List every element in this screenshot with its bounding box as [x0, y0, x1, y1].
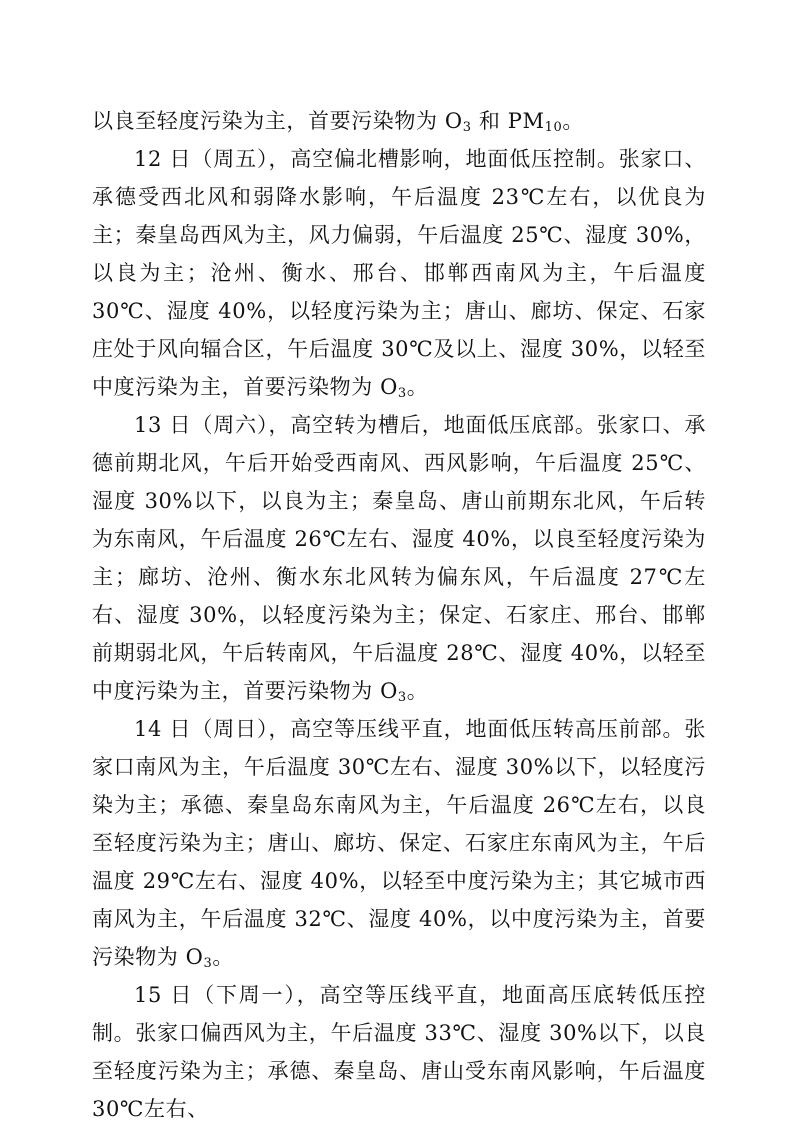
- paragraph-day-14: [92, 710, 706, 976]
- text-segment: 。: [562, 109, 584, 133]
- paragraph-day-15: [92, 976, 706, 1128]
- paragraph-pollution-summary: [92, 102, 706, 140]
- text-segment: 13 日（周六），高空转为槽后，地面低压底部。张家口、承德前期北风，午后开始受西南风、西风影响，午后温度 25℃、湿度 30%以下，以良为主；秦皇岛、唐山前期东北风，午后转为东南风，午后温度 26℃左右、湿度 40%，以良至轻度污染为主；廊坊、沧州、衡水东北风转为偏东风，午后温度 27℃左右、湿度 30%，以轻度污染为主；保定、石家庄、邢台、邯郸前期弱北风，午后转南风，午后温度 28℃、湿度 40%，以轻至中度污染为主，首要污染物为 O: [92, 413, 706, 703]
- text-segment: 。: [406, 679, 429, 703]
- text-segment: 。: [212, 945, 234, 969]
- paragraph-day-12: [92, 140, 706, 406]
- text-segment: 和 PM: [471, 109, 545, 133]
- text-segment: 以良至轻度污染为主，首要污染物为 O: [92, 109, 463, 133]
- subscript: 3: [397, 689, 407, 705]
- paragraph-day-13: [92, 406, 706, 710]
- subscript: 3: [397, 385, 407, 401]
- text-segment: 15 日（下周一），高空等压线平直，地面高压底转低压控制。张家口偏西风为主，午后温度 33℃、湿度 30%以下，以良至轻度污染为主；承德、秦皇岛、唐山受东南风影响，午后温度 30℃左右、: [92, 983, 706, 1121]
- subscript: 3: [203, 955, 213, 971]
- text-segment: 12 日（周五），高空偏北槽影响，地面低压控制。张家口、承德受西北风和弱降水影响，午后温度 23℃左右，以优良为主；秦皇岛西风为主，风力偏弱，午后温度 25℃、湿度 30%，以良为主；沧州、衡水、邢台、邯郸西南风为主，午后温度 30℃、湿度 40%，以轻度污染为主；唐山、廊坊、保定、石家庄处于风向辐合区，午后温度 30℃及以上、湿度 30%，以轻至中度污染为主，首要污染物为 O: [92, 147, 706, 399]
- text-segment: 。: [406, 375, 429, 399]
- text-segment: 14 日（周日），高空等压线平直，地面低压转高压前部。张家口南风为主，午后温度 30℃左右、湿度 30%以下，以轻度污染为主；承德、秦皇岛东南风为主，午后温度 26℃左右，以良至轻度污染为主；唐山、廊坊、保定、石家庄东南风为主，午后温度 29℃左右、湿度 40%，以轻至中度污染为主；其它城市西南风为主，午后温度 32℃、湿度 40%，以中度污染为主，首要污染物为 O: [92, 717, 706, 969]
- subscript: 3: [462, 119, 472, 135]
- document-body: [92, 102, 706, 1128]
- subscript: 10: [544, 119, 563, 135]
